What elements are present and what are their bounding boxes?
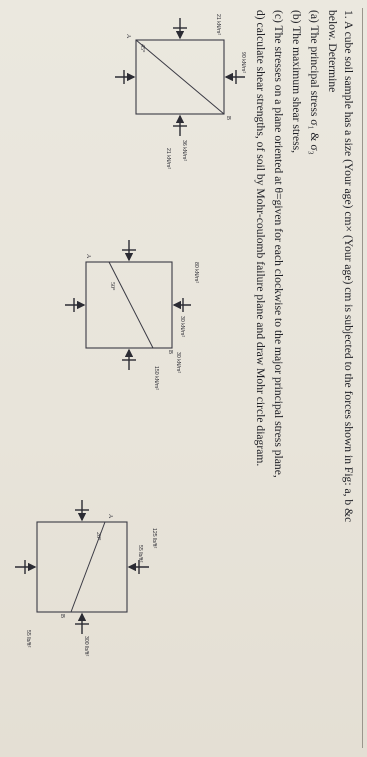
figure-a [115, 14, 246, 169]
question-line-2: below. Determine [326, 10, 339, 93]
figure-a-left-label: 21 kN/m² [215, 14, 221, 36]
figure-a-angle: 45° [139, 44, 145, 53]
figure-b-shear-top-label: 30 kN/m² [179, 316, 185, 338]
question-line-1: 1. A cube soil sample has a size (Your age) cm× (Your age) cm is subjected to the forces shown in Fig: a, b &c [342, 10, 355, 523]
figure-a-shear-label: 36 kN/m² [181, 140, 187, 162]
item-b: (b) The maximum shear stress, [290, 10, 303, 154]
figure-a-left-arrow [173, 18, 187, 38]
figure-c-bottom-label: 55 lb/ft² [25, 630, 31, 648]
figure-b-square [86, 262, 172, 348]
figure-c-corner-a: A [107, 514, 113, 519]
figure-a-corner-a: A [125, 34, 131, 39]
figure-c-angle: 20° [95, 532, 101, 541]
item-d: d) calculate shear strengths, of soil by Mohr-coulomb failure plane and draw Mohr circle diagram. [254, 10, 267, 467]
figure-a-top-label: 90 kN/m² [240, 52, 246, 74]
figure-c-bottom-arrow [15, 560, 35, 574]
figure-b-plane [109, 262, 153, 348]
figure-c-square [37, 522, 127, 612]
figure-b-bottom-arrow [65, 298, 84, 312]
figure-c-top-label: 125 lb/ft² [151, 528, 157, 549]
figure-b-top-arrow [174, 298, 191, 312]
figure-b-left-arrow [122, 240, 136, 260]
figure-b [65, 240, 199, 390]
figure-b-top-label: 80 kN/m² [193, 262, 199, 284]
figure-b-corner-b: B [167, 350, 173, 355]
item-a: (a) The principal stress σ₁ & σ₃ [308, 10, 321, 155]
figure-b-right-label: 30 kN/m² [175, 352, 181, 374]
figure-a-bottom-arrow [115, 70, 134, 84]
figure-c-left-label: 55 lb/ft² [137, 545, 143, 563]
figure-a-right-arrow [173, 116, 187, 136]
figure-c [15, 500, 157, 656]
item-c: (c) The stresses on a plane oriented at θ=given for each clockwise to the major principal stress plane, [272, 10, 285, 478]
figure-a-bottom-label: 21 kN/m² [165, 148, 171, 170]
figure-c-right-label: 300 lb/ft² [83, 636, 89, 657]
figure-b-right-arrow [122, 350, 136, 370]
figure-a-plane [136, 40, 224, 114]
figure-b-bottom-label: 150 kN/m² [153, 366, 159, 390]
figure-c-right-arrow [75, 614, 89, 634]
figure-c-corner-b: B [59, 614, 65, 619]
figure-b-corner-a: A [85, 254, 91, 259]
figure-c-left-arrow [75, 500, 89, 520]
figure-b-angle: 50° [109, 282, 115, 291]
figure-a-corner-b: B [225, 116, 231, 121]
